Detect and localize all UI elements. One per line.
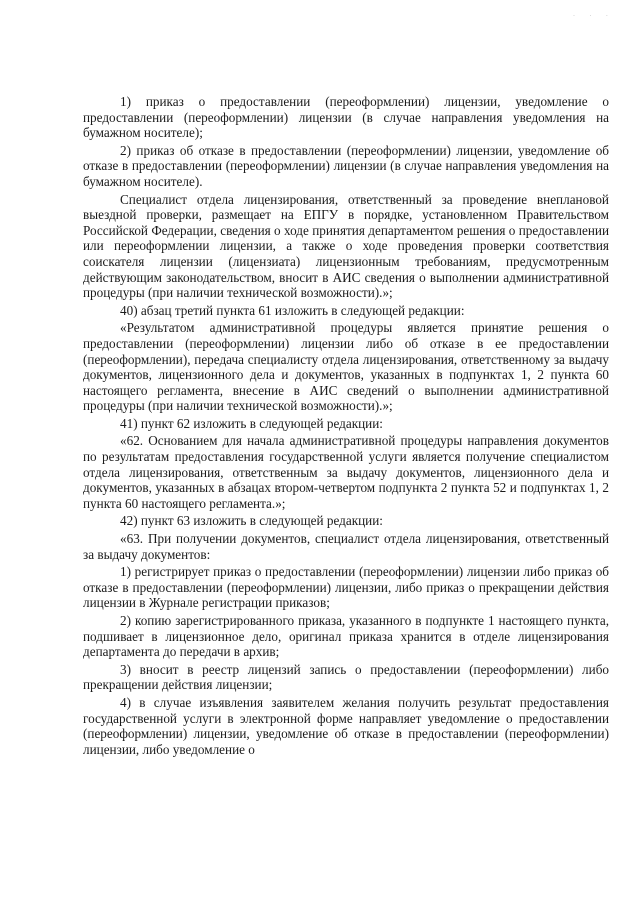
paragraph-procedure-result: «Результатом административной процедуры является принятие решения о предоставлении (переоформлении) лицензии либо об отказе в ее предоставлении (переоформлении), передача специалисту отдела лицензирования, ответственному за выдачу документов, лицензионного дела и документов, указанных в подпунктах 1, 2 пункта 60 настоящего регламента, внесение в АИС сведений о выполнении административной процедуры (при наличии технической возможности).»; <box>83 320 609 414</box>
paragraph-refusal-documents: 2) приказ об отказе в предоставлении (переоформлении) лицензии, уведомление об отказе в предоставлении (переоформлении) лицензии (в случае направления уведомления на бумажном носителе). <box>83 142 609 189</box>
scan-corner-mark: · · · <box>572 12 614 20</box>
paragraph-point-62: «62. Основанием для начала административной процедуры направления документов по результатам предоставления государственной услуги является получение специалистом отдела лицензирования, ответственным за выдачу документов, лицензионного дела и документов, указанных в абзацах втором-четвертом подпункта 2 пункта 52 и подпунктах 1, 2 пункта 60 настоящего регламента.»; <box>83 433 609 511</box>
paragraph-specialist-epgu: Специалист отдела лицензирования, ответственный за проведение внеплановой выездной проверки, размещает на ЕПГУ в порядке, установленном Правительством Российской Федерации, сведения о ходе принятия департаментом решения о предоставлении или переоформлении лицензии, а также о ходе проведения проверки соответствия соискателя лицензии (лицензиата) лицензионным требованиям, предусмотренным действующим законодательством, вносит в АИС сведения о выполнении административной процедуры (при наличии технической возможности).»; <box>83 191 609 301</box>
paragraph-subitem-1: 1) регистрирует приказ о предоставлении (переоформлении) лицензии либо приказ об отказе в предоставлении (переоформлении) лицензии, либо приказ о прекращении действия лицензии в Журнале регистрации приказов; <box>83 564 609 611</box>
paragraph-subitem-4: 4) в случае изъявления заявителем желания получить результат предоставления государственной услуги в электронной форме направляет уведомление о предоставлении (переоформлении) лицензии, уведомление об отказе в предоставлении (переоформлении) лицензии, либо уведомление о <box>83 694 609 757</box>
paragraph-subitem-3: 3) вносит в реестр лицензий запись о предоставлении (переоформлении) либо прекращении действия лицензии; <box>83 661 609 693</box>
paragraph-item-41: 41) пункт 62 изложить в следующей редакции: <box>120 415 383 431</box>
document-body <box>83 94 609 759</box>
paragraph-point-63: «63. При получении документов, специалист отдела лицензирования, ответственный за выдачу документов: <box>83 531 609 562</box>
paragraph-item-42: 42) пункт 63 изложить в следующей редакции: <box>120 513 383 529</box>
paragraph-subitem-2: 2) копию зарегистрированного приказа, указанного в подпункте 1 настоящего пункта, подшивает в лицензионное дело, оригинал приказа хранится в отделе лицензирования департамента до передачи в архив; <box>83 613 609 660</box>
paragraph-order-documents: 1) приказ о предоставлении (переоформлении) лицензии, уведомление о предоставлении (переоформлении) лицензии (в случае направления уведомления на бумажном носителе); <box>83 94 609 141</box>
paragraph-item-40: 40) абзац третий пункта 61 изложить в следующей редакции: <box>120 302 465 318</box>
